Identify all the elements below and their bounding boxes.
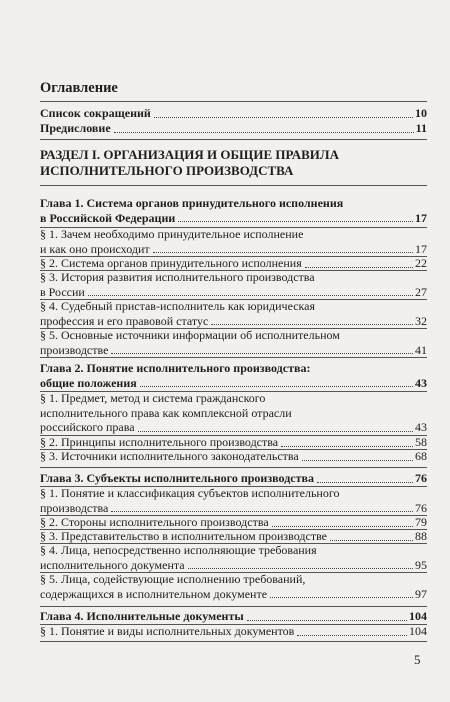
toc-item-1-5 bbox=[40, 328, 427, 357]
entry-text: общие положения bbox=[40, 375, 137, 390]
dot-leader bbox=[154, 117, 413, 118]
entry-text: профессия и его правовой статус bbox=[40, 313, 209, 328]
entry-page: 76 bbox=[415, 500, 427, 515]
dot-leader bbox=[88, 295, 413, 296]
entry-text: исполнительного документа bbox=[40, 557, 185, 572]
front-rule bbox=[40, 139, 427, 140]
dot-leader bbox=[281, 446, 413, 447]
entry-page: 22 bbox=[415, 256, 427, 270]
entry-text: § 1. Понятие и классификация субъектов исполнительного bbox=[40, 486, 340, 500]
dot-leader bbox=[211, 324, 413, 325]
entry-text: Предисловие bbox=[40, 121, 111, 135]
dot-leader bbox=[140, 386, 413, 387]
entry-text: Список сокращений bbox=[40, 106, 151, 120]
entry-text: Глава 4. Исполнительные документы bbox=[40, 609, 244, 623]
entry-page: 97 bbox=[415, 586, 427, 601]
chapter-rule bbox=[40, 467, 427, 468]
entry-page: 11 bbox=[415, 121, 427, 135]
entry-text: § 3. История развития исполнительного производства bbox=[40, 270, 315, 284]
dot-leader bbox=[247, 620, 407, 621]
dot-leader bbox=[272, 526, 413, 527]
title-rule bbox=[40, 101, 427, 102]
page-number: 5 bbox=[414, 652, 421, 667]
entry-text: § 4. Лица, непосредственно исполняющие требования bbox=[40, 543, 317, 557]
entry-text: § 3. Источники исполнительного законодательства bbox=[40, 449, 299, 463]
section-rule bbox=[40, 185, 427, 186]
entry-text: российского права bbox=[40, 420, 135, 434]
toc-item-1-1 bbox=[40, 227, 427, 256]
entry-text: исполнительного права как комплексной отрасли bbox=[40, 405, 292, 420]
dot-leader bbox=[317, 482, 413, 483]
entry-page: 88 bbox=[415, 529, 427, 543]
dot-leader bbox=[270, 597, 413, 598]
entry-text: § 2. Стороны исполнительного производства bbox=[40, 515, 269, 529]
entry-page: 95 bbox=[415, 557, 427, 572]
toc-item-3-4 bbox=[40, 543, 427, 572]
entry-text: Глава 1. Система органов принудительного исполнения bbox=[40, 196, 344, 210]
toc-item-2-3 bbox=[40, 449, 427, 464]
dot-leader bbox=[153, 252, 413, 253]
toc-item-3-1 bbox=[40, 486, 427, 515]
entry-page: 76 bbox=[415, 471, 427, 485]
entry-page: 17 bbox=[415, 210, 427, 225]
dot-leader bbox=[297, 635, 407, 636]
dot-leader bbox=[111, 511, 413, 512]
entry-text: производстве bbox=[40, 342, 109, 357]
entry-text: Глава 2. Понятие исполнительного производства: bbox=[40, 361, 311, 375]
entry-page: 27 bbox=[415, 284, 427, 299]
bottom-rule bbox=[40, 641, 427, 642]
entry-page: 104 bbox=[409, 609, 427, 623]
toc-chapter-3 bbox=[40, 471, 427, 486]
entry-page: 68 bbox=[415, 449, 427, 463]
dot-leader bbox=[188, 568, 413, 569]
toc-chapter-1 bbox=[40, 196, 427, 225]
dot-leader bbox=[111, 353, 413, 354]
entry-text: § 2. Система органов принудительного исполнения bbox=[40, 256, 302, 270]
dot-leader bbox=[302, 460, 413, 461]
dot-leader bbox=[330, 540, 413, 541]
entry-page: 79 bbox=[415, 515, 427, 529]
entry-text: и как оно происходит bbox=[40, 241, 150, 256]
toc-item-4-1 bbox=[40, 624, 427, 639]
toc-item-3-3 bbox=[40, 529, 427, 544]
entry-text: § 3. Представительство в исполнительном производстве bbox=[40, 529, 328, 543]
entry-page: 104 bbox=[409, 624, 427, 638]
entry-text: в России bbox=[40, 284, 85, 299]
entry-text: § 1. Предмет, метод и система гражданского bbox=[40, 391, 266, 405]
toc-item-2-1 bbox=[40, 391, 427, 435]
entry-page: 17 bbox=[415, 241, 427, 256]
entry-text: производства bbox=[40, 500, 109, 515]
toc-item-1-2 bbox=[40, 256, 427, 271]
entry-page: 43 bbox=[415, 420, 427, 434]
entry-text: Глава 3. Субъекты исполнительного производства bbox=[40, 471, 314, 485]
section-line-2: ИСПОЛНИТЕЛЬНОГО ПРОИЗВОДСТВА bbox=[40, 162, 294, 178]
entry-text: § 1. Понятие и виды исполнительных документов bbox=[40, 624, 295, 638]
toc-entry-abbreviations bbox=[40, 106, 427, 121]
toc-chapter-4 bbox=[40, 609, 427, 624]
entry-page: 10 bbox=[415, 106, 427, 120]
entry-text: § 4. Судебный пристав-исполнитель как юридическая bbox=[40, 299, 316, 313]
section-line-1: РАЗДЕЛ I. ОРГАНИЗАЦИЯ И ОБЩИЕ ПРАВИЛА bbox=[40, 147, 339, 162]
toc-entry-preface bbox=[40, 121, 427, 136]
toc-item-3-2 bbox=[40, 515, 427, 530]
chapter-rule bbox=[40, 606, 427, 607]
entry-text: в Российской Федерации bbox=[40, 210, 176, 225]
entry-page: 58 bbox=[415, 435, 427, 449]
entry-text: § 5. Лица, содействующие исполнению требований, bbox=[40, 572, 306, 586]
section-heading bbox=[40, 147, 427, 178]
chapter-rule bbox=[40, 357, 427, 358]
toc-item-2-2 bbox=[40, 435, 427, 450]
dot-leader bbox=[138, 431, 413, 432]
toc-title: Оглавление bbox=[40, 80, 118, 96]
toc-item-3-5 bbox=[40, 572, 427, 601]
toc-item-1-4 bbox=[40, 299, 427, 328]
entry-text: § 1. Зачем необходимо принудительное исполнение bbox=[40, 227, 304, 241]
entry-page: 41 bbox=[415, 342, 427, 357]
entry-text: § 5. Основные источники информации об исполнительном bbox=[40, 328, 340, 342]
entry-page: 43 bbox=[415, 375, 427, 390]
entry-text: § 2. Принципы исполнительного производства bbox=[40, 435, 279, 449]
dot-leader bbox=[114, 132, 414, 133]
toc-item-1-3 bbox=[40, 270, 427, 299]
entry-text: содержащихся в исполнительном документе bbox=[40, 586, 268, 601]
dot-leader bbox=[305, 267, 413, 268]
entry-page: 32 bbox=[415, 313, 427, 328]
dot-leader bbox=[178, 221, 413, 222]
toc-chapter-2 bbox=[40, 361, 427, 390]
